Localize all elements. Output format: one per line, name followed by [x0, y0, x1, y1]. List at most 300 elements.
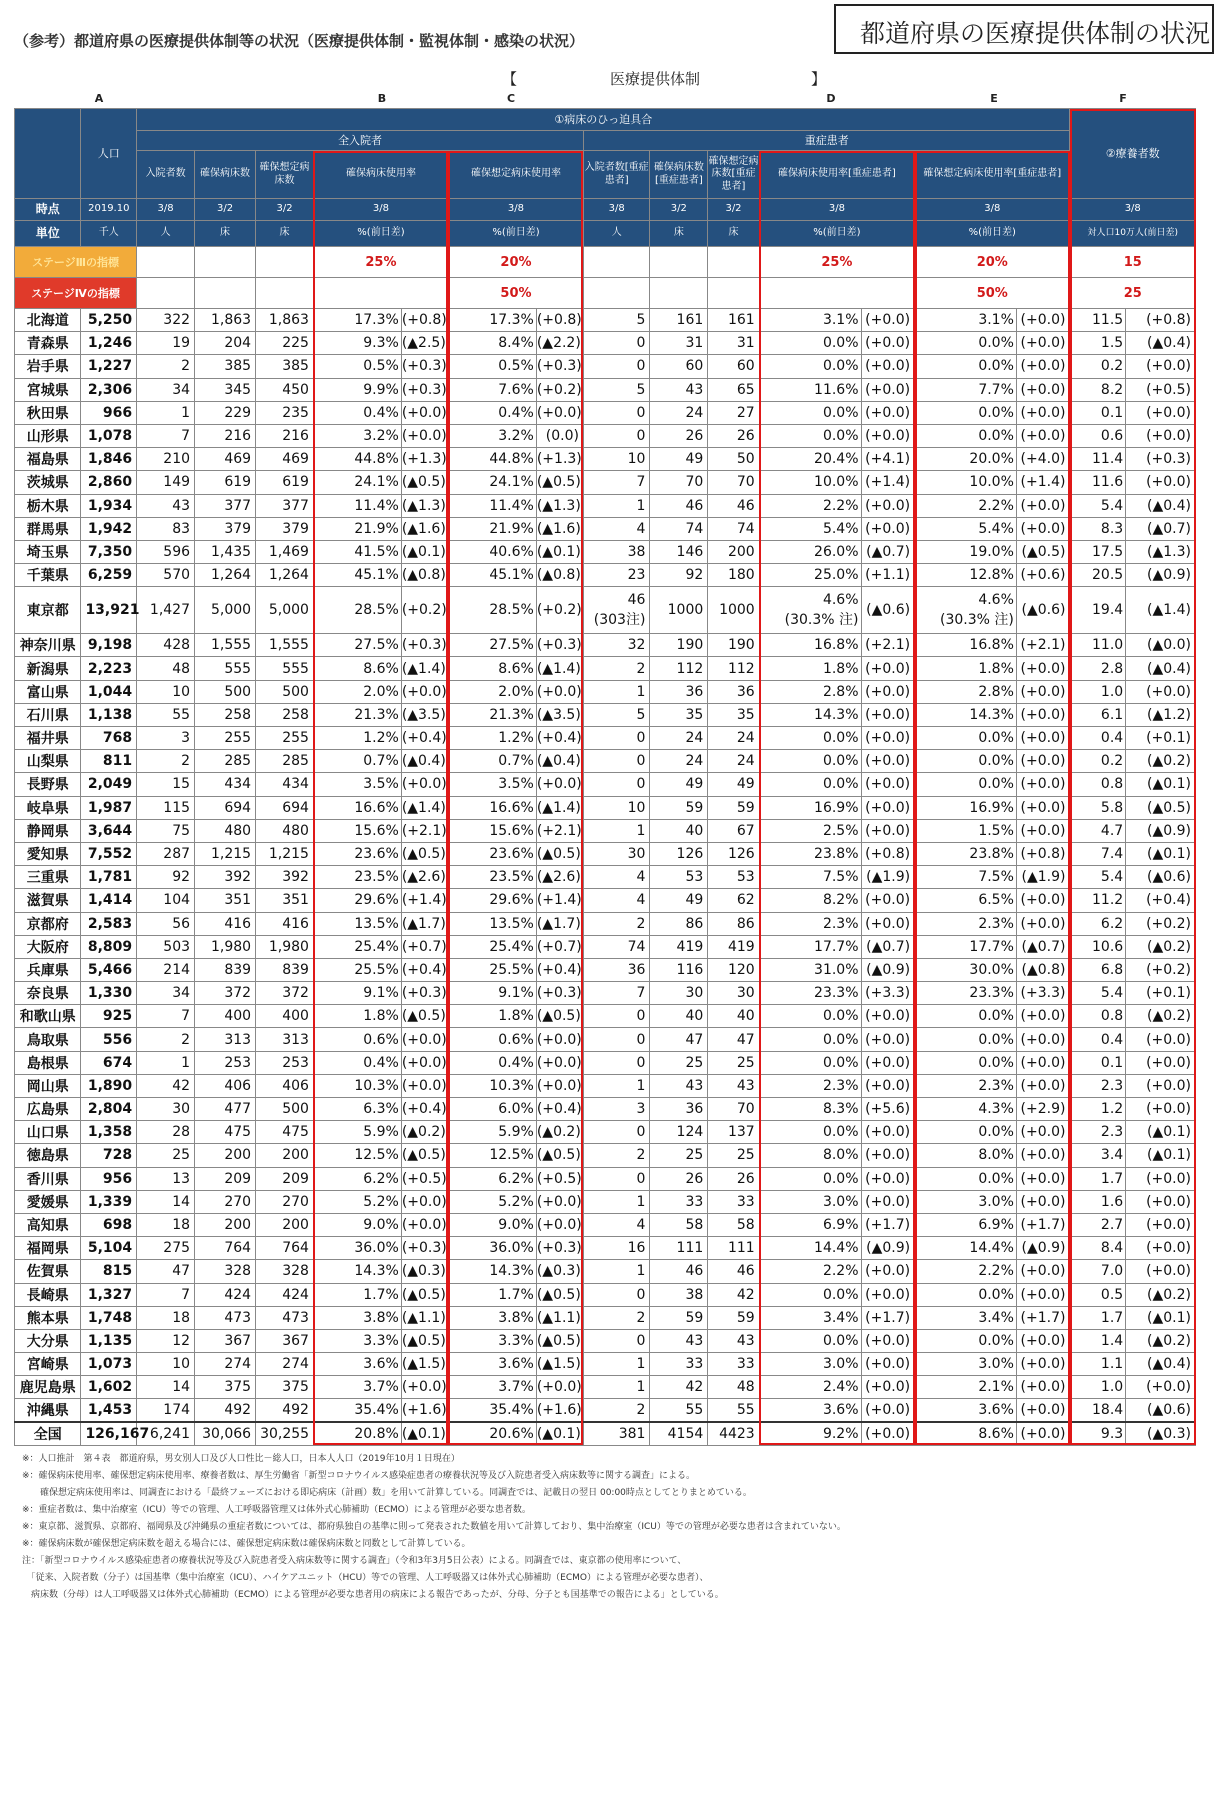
recuperating-count: 0.1: [1070, 401, 1126, 424]
severe-planned-rate: 6.9%: [915, 1213, 1017, 1236]
unit-cell: 人: [583, 221, 649, 247]
prefecture-name: 滋賀県: [15, 889, 81, 912]
severe-planned-rate-delta: (▲0.6): [1016, 587, 1070, 634]
severe-planned-beds: 43: [708, 1074, 759, 1097]
planned-beds: 764: [256, 1237, 314, 1260]
severe-secured-beds: 1000: [650, 587, 708, 634]
population: 1,942: [81, 517, 137, 540]
recuperating-delta: (▲0.4): [1126, 494, 1196, 517]
severe-planned-beds: 70: [708, 471, 759, 494]
diag-cell: [195, 247, 256, 278]
severe-secured-rate: 3.6%: [759, 1399, 861, 1422]
unit-cell: %(前日差): [759, 221, 914, 247]
recuperating-count: 11.5: [1070, 309, 1126, 332]
prefecture-name: 東京都: [15, 587, 81, 634]
severe-planned-beds: 126: [708, 842, 759, 865]
prefecture-name: 鹿児島県: [15, 1376, 81, 1399]
severe-secured-rate: 2.5%: [759, 819, 861, 842]
severe-secured-beds: 4154: [650, 1422, 708, 1445]
severe-secured-beds: 43: [650, 378, 708, 401]
severe-secured-rate: 0.0%: [759, 1051, 861, 1074]
footnote-line: 病床数（分母）は人工呼吸器又は体外式心肺補助（ECMO）による管理が必要な患者用の病床による報告であったが、分母、分子とも国基準での報告による」としている。: [22, 1590, 724, 1601]
column-letters: [14, 92, 1196, 106]
secured-beds: 469: [195, 448, 256, 471]
population: 2,860: [81, 471, 137, 494]
secured-rate-delta: (▲1.4): [401, 796, 448, 819]
secured-rate-delta: (▲1.3): [401, 494, 448, 517]
severe-secured-rate: 23.8%: [759, 842, 861, 865]
planned-rate: 0.6%: [448, 1028, 536, 1051]
prefecture-name: 奈良県: [15, 982, 81, 1005]
recuperating-delta: (▲0.4): [1126, 1353, 1196, 1376]
severe-secured-rate-delta: (+0.0): [861, 680, 915, 703]
table-row: [15, 517, 1196, 540]
planned-rate-delta: (+0.0): [536, 1213, 583, 1236]
severe-secured-beds: 126: [650, 842, 708, 865]
table-row: [15, 1329, 1196, 1352]
inpatient-count: 10: [137, 680, 195, 703]
secured-rate: 0.4%: [313, 401, 401, 424]
inpatient-count: 34: [137, 982, 195, 1005]
prefecture-name: 静岡県: [15, 819, 81, 842]
secured-rate: 35.4%: [313, 1399, 401, 1422]
severe-planned-beds: 36: [708, 680, 759, 703]
severe-secured-rate: 6.9%: [759, 1213, 861, 1236]
secured-rate: 45.1%: [313, 564, 401, 587]
prefecture-name: 大阪府: [15, 935, 81, 958]
table-row: [15, 750, 1196, 773]
secured-rate: 15.6%: [313, 819, 401, 842]
severe-planned-rate: 3.4%: [915, 1306, 1017, 1329]
recuperating-count: 2.7: [1070, 1213, 1126, 1236]
planned-rate: 1.8%: [448, 1005, 536, 1028]
population: 5,466: [81, 958, 137, 981]
table-row: [15, 958, 1196, 981]
severe-planned-rate-delta: (+0.0): [1016, 1260, 1070, 1283]
population: 768: [81, 727, 137, 750]
severe-secured-rate: 0.0%: [759, 332, 861, 355]
planned-rate: 36.0%: [448, 1237, 536, 1260]
inpatient-count: 570: [137, 564, 195, 587]
severe-secured-beds: 33: [650, 1353, 708, 1376]
population: 1,073: [81, 1353, 137, 1376]
prefecture-name: 山梨県: [15, 750, 81, 773]
prefecture-name: 岡山県: [15, 1074, 81, 1097]
secured-beds: 480: [195, 819, 256, 842]
secured-rate-delta: (+0.0): [401, 1051, 448, 1074]
medical-provision-table: [14, 108, 1196, 1446]
planned-rate: 23.5%: [448, 866, 536, 889]
secured-rate-delta: (+0.3): [401, 982, 448, 1005]
prefecture-name: 高知県: [15, 1213, 81, 1236]
header-blank: [15, 109, 81, 199]
severe-secured-rate-delta: (▲0.7): [861, 935, 915, 958]
severe-secured-rate: 0.0%: [759, 773, 861, 796]
population: 698: [81, 1213, 137, 1236]
severe-secured-beds: 419: [650, 935, 708, 958]
severe-secured-beds: 70: [650, 471, 708, 494]
severe-planned-rate: 1.8%: [915, 657, 1017, 680]
secured-beds: 619: [195, 471, 256, 494]
secured-rate-delta: (+0.0): [401, 680, 448, 703]
severe-planned-beds: 47: [708, 1028, 759, 1051]
severe-secured-beds: 59: [650, 1306, 708, 1329]
prefecture-name: 広島県: [15, 1098, 81, 1121]
severe-count: 0: [583, 355, 649, 378]
secured-rate-delta: (+0.7): [401, 935, 448, 958]
table-row: [15, 1213, 1196, 1236]
severe-secured-beds: 190: [650, 634, 708, 657]
severe-secured-rate-delta: (+0.0): [861, 727, 915, 750]
secured-rate: 3.2%: [313, 424, 401, 447]
recuperating-delta: (+0.2): [1126, 912, 1196, 935]
secured-beds: 764: [195, 1237, 256, 1260]
severe-count: 5: [583, 378, 649, 401]
severe-secured-beds: 25: [650, 1051, 708, 1074]
recuperating-count: 19.4: [1070, 587, 1126, 634]
prefecture-name: 愛知県: [15, 842, 81, 865]
recuperating-delta: (▲0.2): [1126, 750, 1196, 773]
secured-rate-delta: (+0.0): [401, 1190, 448, 1213]
stage3-planned-rate: 20%: [448, 247, 583, 278]
severe-planned-rate: 16.9%: [915, 796, 1017, 819]
planned-rate: 7.6%: [448, 378, 536, 401]
severe-secured-beds: 111: [650, 1237, 708, 1260]
severe-secured-beds: 31: [650, 332, 708, 355]
severe-secured-rate: 1.8%: [759, 657, 861, 680]
recuperating-count: 0.2: [1070, 750, 1126, 773]
diag-cell: [256, 247, 314, 278]
secured-rate: 24.1%: [313, 471, 401, 494]
secured-rate: 6.2%: [313, 1167, 401, 1190]
secured-rate: 16.6%: [313, 796, 401, 819]
severe-planned-rate: 7.7%: [915, 378, 1017, 401]
planned-rate: 24.1%: [448, 471, 536, 494]
severe-planned-beds: 4423: [708, 1422, 759, 1445]
planned-rate-delta: (▲0.2): [536, 1121, 583, 1144]
inpatient-count: 15: [137, 773, 195, 796]
severe-secured-beds: 59: [650, 796, 708, 819]
inpatient-count: 10: [137, 1353, 195, 1376]
header-severe-secured: 確保病床数[重症患者]: [650, 151, 708, 199]
planned-beds: 1,215: [256, 842, 314, 865]
secured-beds: 209: [195, 1167, 256, 1190]
severe-secured-rate-delta: (+0.0): [861, 1376, 915, 1399]
secured-rate-delta: (▲0.5): [401, 471, 448, 494]
tokyo-note: (30.3% 注): [940, 612, 1014, 629]
planned-beds: 225: [256, 332, 314, 355]
severe-planned-rate-delta: (+0.0): [1016, 912, 1070, 935]
population: 966: [81, 401, 137, 424]
secured-rate: 0.6%: [313, 1028, 401, 1051]
footnote-line: ※：人口推計 第４表 都道府県，男女別人口及び人口性比－総人口，日本人人口（2019年10月１日現在）: [22, 1454, 460, 1465]
stage4-severe-planned-rate: 50%: [915, 278, 1070, 309]
population: 1,078: [81, 424, 137, 447]
planned-rate: 15.6%: [448, 819, 536, 842]
planned-beds: 216: [256, 424, 314, 447]
time-cell: 3/8: [313, 199, 448, 221]
inpatient-count: 1,427: [137, 587, 195, 634]
severe-secured-rate-delta: (▲1.9): [861, 866, 915, 889]
secured-rate-delta: (▲1.6): [401, 517, 448, 540]
planned-rate: 1.2%: [448, 727, 536, 750]
severe-secured-beds: 43: [650, 1074, 708, 1097]
prefecture-name: 長野県: [15, 773, 81, 796]
secured-rate: 2.0%: [313, 680, 401, 703]
severe-secured-beds: 46: [650, 1260, 708, 1283]
severe-planned-rate-delta: (+0.0): [1016, 378, 1070, 401]
inpatient-count: 503: [137, 935, 195, 958]
header-recuperating: ②療養者数: [1070, 109, 1196, 199]
secured-rate: 23.6%: [313, 842, 401, 865]
secured-rate: 3.3%: [313, 1329, 401, 1352]
recuperating-count: 0.8: [1070, 1005, 1126, 1028]
secured-rate: 11.4%: [313, 494, 401, 517]
population: 2,804: [81, 1098, 137, 1121]
recuperating-delta: (+0.0): [1126, 1051, 1196, 1074]
severe-planned-beds: 24: [708, 750, 759, 773]
severe-secured-rate: 2.2%: [759, 1260, 861, 1283]
population: 1,044: [81, 680, 137, 703]
inpatient-count: 2: [137, 750, 195, 773]
prefecture-name: 埼玉県: [15, 540, 81, 563]
severe-planned-beds: 25: [708, 1144, 759, 1167]
diag-cell: [650, 278, 708, 309]
severe-secured-rate: 8.3%: [759, 1098, 861, 1121]
severe-planned-rate-delta: (+1.7): [1016, 1306, 1070, 1329]
recuperating-delta: (+0.0): [1126, 1074, 1196, 1097]
severe-count: 74: [583, 935, 649, 958]
severe-secured-rate: 0.0%: [759, 727, 861, 750]
secured-rate-delta: (▲1.4): [401, 657, 448, 680]
footnote-line: 注：「新型コロナウイルス感染症患者の療養状況等及び入院患者受入病床数等に関する調査」（令和3年3月5日公表）による。同調査では、東京都の使用率について、: [22, 1556, 687, 1567]
planned-beds: 1,469: [256, 540, 314, 563]
stage4-label: ステージⅣの指標: [15, 278, 137, 309]
severe-secured-rate: 3.0%: [759, 1353, 861, 1376]
severe-secured-beds: 40: [650, 1005, 708, 1028]
recuperating-count: 6.2: [1070, 912, 1126, 935]
severe-secured-rate: 8.0%: [759, 1144, 861, 1167]
prefecture-name: 神奈川県: [15, 634, 81, 657]
inpatient-count: 18: [137, 1306, 195, 1329]
severe-planned-rate: 0.0%: [915, 1005, 1017, 1028]
severe-planned-beds: 26: [708, 424, 759, 447]
secured-rate: 6.3%: [313, 1098, 401, 1121]
secured-rate: 10.3%: [313, 1074, 401, 1097]
secured-beds: 5,000: [195, 587, 256, 634]
time-cell: 3/8: [1070, 199, 1196, 221]
severe-secured-rate-delta: (+0.0): [861, 1167, 915, 1190]
planned-beds: 473: [256, 1306, 314, 1329]
severe-secured-rate: 5.4%: [759, 517, 861, 540]
severe-count: 1: [583, 1376, 649, 1399]
secured-rate: 44.8%: [313, 448, 401, 471]
severe-planned-rate-delta: (+1.4): [1016, 471, 1070, 494]
severe-planned-rate-delta: (+0.0): [1016, 1422, 1070, 1445]
secured-beds: 204: [195, 332, 256, 355]
secured-rate-delta: (+0.3): [401, 378, 448, 401]
severe-secured-rate-delta: (+0.0): [861, 1144, 915, 1167]
population: 1,748: [81, 1306, 137, 1329]
header-planned-rate: 確保想定病床使用率: [448, 151, 583, 199]
table-row: [15, 378, 1196, 401]
secured-rate-delta: (+2.1): [401, 819, 448, 842]
recuperating-delta: (▲0.1): [1126, 842, 1196, 865]
prefecture-rows: [15, 309, 1196, 1446]
severe-count: 1: [583, 494, 649, 517]
planned-rate: 0.7%: [448, 750, 536, 773]
planned-rate-delta: (+0.0): [536, 773, 583, 796]
planned-rate-delta: (+0.3): [536, 1237, 583, 1260]
column-letter: B: [377, 92, 387, 105]
severe-secured-beds: 33: [650, 1190, 708, 1213]
severe-planned-rate-delta: (+0.0): [1016, 703, 1070, 726]
population: 5,104: [81, 1237, 137, 1260]
severe-secured-rate-delta: (+5.6): [861, 1098, 915, 1121]
secured-rate: 3.5%: [313, 773, 401, 796]
time-cell: 3/8: [137, 199, 195, 221]
header-secured-rate: 確保病床使用率: [313, 151, 448, 199]
secured-rate: 9.1%: [313, 982, 401, 1005]
severe-planned-rate: 20.0%: [915, 448, 1017, 471]
recuperating-count: 8.3: [1070, 517, 1126, 540]
severe-planned-rate: 23.8%: [915, 842, 1017, 865]
population: 2,223: [81, 657, 137, 680]
severe-planned-rate: 0.0%: [915, 750, 1017, 773]
severe-planned-beds: 86: [708, 912, 759, 935]
secured-rate-delta: (+0.4): [401, 1098, 448, 1121]
severe-secured-beds: 86: [650, 912, 708, 935]
secured-rate: 1.7%: [313, 1283, 401, 1306]
prefecture-name: 石川県: [15, 703, 81, 726]
severe-planned-beds: 200: [708, 540, 759, 563]
diag-cell: [583, 247, 649, 278]
population: 7,350: [81, 540, 137, 563]
secured-rate: 0.7%: [313, 750, 401, 773]
severe-planned-rate-delta: (+0.0): [1016, 680, 1070, 703]
severe-secured-rate: 3.4%: [759, 1306, 861, 1329]
recuperating-delta: (▲0.0): [1126, 634, 1196, 657]
planned-rate: 10.3%: [448, 1074, 536, 1097]
table-row: [15, 1376, 1196, 1399]
planned-rate: 23.6%: [448, 842, 536, 865]
severe-planned-rate-delta: (+0.0): [1016, 657, 1070, 680]
secured-rate: 5.2%: [313, 1190, 401, 1213]
footnote-line: ※：確保病床使用率、確保想定病床使用率、療養者数は、厚生労働省「新型コロナウイルス感染症患者の療養状況等及び入院患者受入病床数等に関する調査」による。: [22, 1471, 696, 1482]
planned-beds: 200: [256, 1213, 314, 1236]
severe-planned-rate: 14.3%: [915, 703, 1017, 726]
diag-cell: [708, 278, 759, 309]
recuperating-delta: (+0.1): [1126, 982, 1196, 1005]
severe-count: 4: [583, 866, 649, 889]
severe-planned-rate-delta: (+0.0): [1016, 727, 1070, 750]
severe-secured-rate: 25.0%: [759, 564, 861, 587]
secured-rate: 25.4%: [313, 935, 401, 958]
severe-planned-rate: 0.0%: [915, 355, 1017, 378]
prefecture-name: 山形県: [15, 424, 81, 447]
severe-secured-rate-delta: (+0.0): [861, 1074, 915, 1097]
severe-count: 2: [583, 1399, 649, 1422]
prefecture-name: 山口県: [15, 1121, 81, 1144]
inpatient-count: 1: [137, 401, 195, 424]
severe-secured-rate-delta: (+0.0): [861, 332, 915, 355]
diag-cell: [256, 278, 314, 309]
planned-rate: 5.2%: [448, 1190, 536, 1213]
footnote-line: 「従来、入院者数（分子）は国基準（集中治療室（ICU）、ハイケアユニット（HCU）等での管理、人工呼吸器又は体外式心肺補助（ECMO）による管理が必要な患者）、: [22, 1573, 709, 1584]
inpatient-count: 322: [137, 309, 195, 332]
severe-secured-rate: 9.2%: [759, 1422, 861, 1445]
recuperating-count: 2.3: [1070, 1074, 1126, 1097]
planned-rate-delta: (▲1.5): [536, 1353, 583, 1376]
severe-secured-beds: 36: [650, 680, 708, 703]
prefecture-name: 福岡県: [15, 1237, 81, 1260]
severe-planned-beds: 27: [708, 401, 759, 424]
population: 3,644: [81, 819, 137, 842]
severe-count: 0: [583, 1028, 649, 1051]
severe-secured-rate-delta: (+0.0): [861, 819, 915, 842]
severe-planned-beds: 43: [708, 1329, 759, 1352]
severe-planned-rate: 2.3%: [915, 912, 1017, 935]
row-label-unit: 単位: [15, 221, 81, 247]
footnote-line: ※：確保病床数が確保想定病床数を超える場合には、確保想定病床数は確保病床数と同数として計算している。: [22, 1539, 471, 1550]
planned-rate-delta: (+0.4): [536, 727, 583, 750]
stage3-secured-rate: 25%: [313, 247, 448, 278]
recuperating-delta: (+0.3): [1126, 448, 1196, 471]
severe-planned-rate: 4.6% (30.3% 注): [915, 587, 1017, 634]
recuperating-count: 1.1: [1070, 1353, 1126, 1376]
secured-rate: 41.5%: [313, 540, 401, 563]
secured-rate-delta: (+0.3): [401, 634, 448, 657]
secured-rate: 28.5%: [313, 587, 401, 634]
recuperating-count: 1.6: [1070, 1190, 1126, 1213]
severe-planned-rate-delta: (+2.9): [1016, 1098, 1070, 1121]
secured-rate-delta: (▲1.1): [401, 1306, 448, 1329]
severe-planned-rate-delta: (+0.0): [1016, 1121, 1070, 1144]
table-row: [15, 842, 1196, 865]
prefecture-name: 香川県: [15, 1167, 81, 1190]
planned-beds: 255: [256, 727, 314, 750]
population: 811: [81, 750, 137, 773]
table-row: [15, 935, 1196, 958]
diag-cell: [195, 278, 256, 309]
header-inpatient-count: 入院者数: [137, 151, 195, 199]
inpatient-count: 7: [137, 1005, 195, 1028]
planned-rate: 8.4%: [448, 332, 536, 355]
severe-secured-rate: 2.2%: [759, 494, 861, 517]
secured-beds: 492: [195, 1399, 256, 1422]
severe-planned-rate-delta: (+3.3): [1016, 982, 1070, 1005]
table-row: [15, 819, 1196, 842]
severe-planned-rate: 0.0%: [915, 1051, 1017, 1074]
prefecture-name: 大分県: [15, 1329, 81, 1352]
planned-rate: 45.1%: [448, 564, 536, 587]
planned-rate: 25.5%: [448, 958, 536, 981]
stage3-severe-secured-rate: 25%: [759, 247, 914, 278]
severe-secured-beds: 58: [650, 1213, 708, 1236]
header-severe-count: 入院者数[重症患者]: [583, 151, 649, 199]
severe-planned-rate: 17.7%: [915, 935, 1017, 958]
severe-count: 5: [583, 703, 649, 726]
severe-secured-beds: 92: [650, 564, 708, 587]
header-bed-tightness: ①病床のひっ迫具合: [137, 109, 1070, 131]
recuperating-delta: (▲0.6): [1126, 1399, 1196, 1422]
secured-beds: 424: [195, 1283, 256, 1306]
table-row: [15, 471, 1196, 494]
planned-beds: 253: [256, 1051, 314, 1074]
severe-count: 0: [583, 727, 649, 750]
planned-beds: 434: [256, 773, 314, 796]
secured-beds: 839: [195, 958, 256, 981]
